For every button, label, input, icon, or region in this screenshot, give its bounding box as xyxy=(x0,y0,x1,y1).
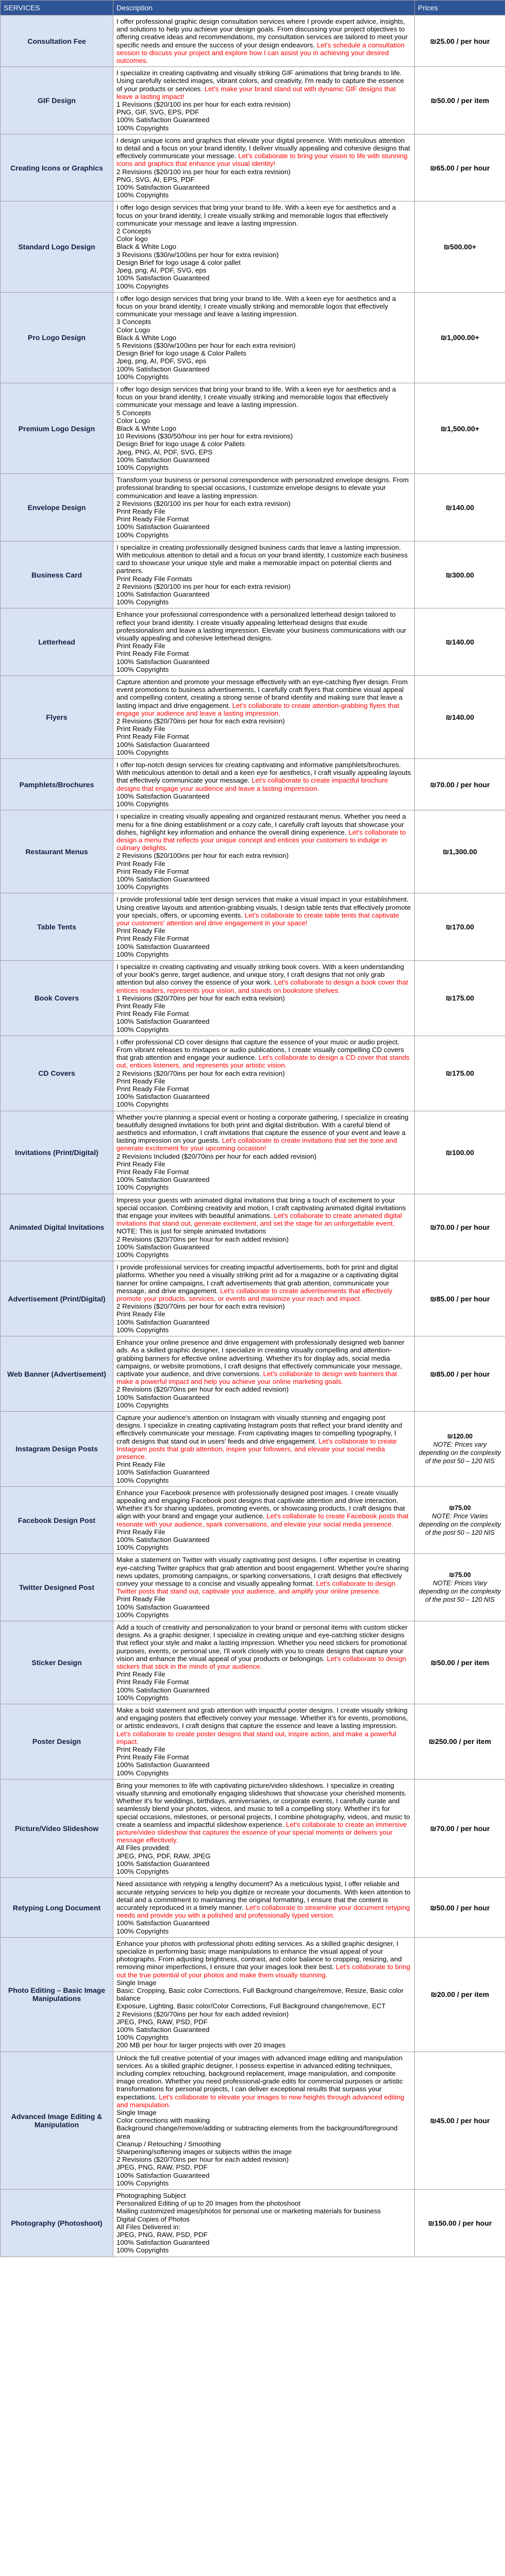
description-text: Unlock the full creative potential of your images with advanced image editing and manipulation services. As a skilled graphic designer, I possess expertise in advanced editing techniques, including complex retouching, background replacement, image manipulation, and composite image creation. Whether you need professional-grade edits for commercial purposes or artistic transformations for personal projects, I can deliver exceptional results that surpass your expectations. xyxy=(116,2054,403,2101)
description-text: Make a bold statement and grab attention with impactful poster designs. I create visually striking and engaging posters that effectively convey your message. Whether it's for events, promotions, or artistic endeavors, I craft designs that capture the essence and leave a lasting impression. xyxy=(116,1706,408,1730)
description-details: Print Ready File 100% Satisfaction Guaranteed 100% Copyrights xyxy=(116,1528,210,1552)
price-value: ₪140.00 xyxy=(445,638,475,647)
price-value: ₪85.00 / per hour xyxy=(430,1369,490,1378)
service-description xyxy=(113,1878,415,1937)
service-name: Web Banner (Advertisement) xyxy=(1,1336,113,1412)
service-name: Book Covers xyxy=(1,960,113,1036)
table-row xyxy=(1,2190,505,2257)
description-details: 1 Revisions ($20/100 ins per hour for each extra revision) PNG, GIF, SVG, EPS, PDF 100% Satisfaction Guaranteed 100% Copyrights xyxy=(116,100,291,132)
service-price xyxy=(415,960,505,1036)
description-text: Enhance your photos with professional photo editing services. As a skilled graphic designer, I specialize in performing basic image manipulations to enhance the visual appeal of your photographs. From adjusting brightness, contrast, and color balance to cropping, resizing, and removing minor imperfections, I ensure that your images look their best. xyxy=(116,1939,402,1971)
service-name: Retyping Long Document xyxy=(1,1878,113,1937)
description-details: Print Ready File Print Ready File Format 100% Satisfaction Guaranteed 100% Copyrights xyxy=(116,642,210,673)
service-description xyxy=(113,1261,415,1336)
service-name: Advertisement (Print/Digital) xyxy=(1,1261,113,1336)
description-text: Bring your memories to life with captivating picture/video slideshows. I specialize in creating visually stunning and emotionally engaging slideshows that showcase your cherished moments. Whether it's for weddings, birthdays, anniversaries, or corporate events, I carefully curate and seamlessly blend your photos, videos, and music to tell a compelling story. Whether it's for special occasions, milestones, or personal projects, I combine photography, videos, and music to create a seamless and impactful slideshow experience. xyxy=(116,1781,410,1828)
table-row xyxy=(1,1036,505,1111)
service-name: Photography (Photoshoot) xyxy=(1,2190,113,2257)
service-description xyxy=(113,2190,415,2257)
service-description xyxy=(113,15,415,67)
price-note: NOTE: Prices Vary depending on the complexity of the post 50 – 120 NIS xyxy=(418,1580,501,1604)
description-text: Add a touch of creativity and personalization to your brand or personal items with custom sticker designs. As a graphic designer, I specialize in creating unique and eye-catching sticker designs that reflect your style and make a lasting impression. Whether you need stickers for promotional purposes, events, or personal use, I'll work closely with you to create designs that capture your vision and enhance the visual appeal of your products or belongings. xyxy=(116,1623,408,1663)
service-description xyxy=(113,1704,415,1780)
service-price xyxy=(415,1621,505,1704)
service-description xyxy=(113,1621,415,1704)
price-value: ₪100.00 xyxy=(445,1148,475,1157)
service-name: Business Card xyxy=(1,541,113,608)
table-row xyxy=(1,1554,505,1621)
service-name: Animated Digital Invitations xyxy=(1,1194,113,1261)
service-name: Flyers xyxy=(1,676,113,759)
description-call-to-action: Let's collaborate to bring your vision to life with stunning icons and graphics that enhance your visual identity! xyxy=(116,152,408,168)
service-price xyxy=(415,474,505,541)
price-value: ₪250.00 / per item xyxy=(428,1737,492,1746)
description-details: 1 Revisions ($20/70ins per hour for each extra revision) Print Ready File Print Ready File Format 100% Satisfaction Guaranteed 100% Copyrights xyxy=(116,994,285,1033)
description-call-to-action: Let's collaborate to design a CD cover that stands out, entices listeners, and represents your artistic vision. xyxy=(116,1054,410,1070)
service-name: GIF Design xyxy=(1,67,113,134)
description-text: Enhance your Facebook presence with professionally designed post images. I create visually appealing and engaging Facebook post designs that captivate attention and drive interaction. Whether it's for sharing updates, promoting events, or showcasing products, I craft designs that align with your brand and engage your audience. xyxy=(116,1488,405,1520)
table-row xyxy=(1,1878,505,1937)
service-price xyxy=(415,1261,505,1336)
description-call-to-action: Let's collaborate to design web banners that make a powerful impact and help you achieve your online marketing goals. xyxy=(116,1369,397,1386)
service-price xyxy=(415,292,505,383)
description-call-to-action: Let's collaborate to create table tents that captivate your customers' attention and drive engagement in your space! xyxy=(116,911,399,927)
service-name: Restaurant Menus xyxy=(1,810,113,893)
service-description xyxy=(113,1336,415,1412)
description-details: 2 Concepts Color logo Black & White Logo 3 Revisions ($30/w/100ins per hour for extra revision) Design Brief for logo usage & color pallet Jpeg, png, AI, PDF, SVG, eps 100% Satisfaction Guaranteed 100% Copyrights xyxy=(116,227,279,290)
description-call-to-action: Let's collaborate to create attention-grabbing flyers that engage your audience and leave a lasting impression. xyxy=(116,701,399,717)
table-row xyxy=(1,1336,505,1412)
description-call-to-action: Let's collaborate to bring out the true potential of your photos and make them visually stunning. xyxy=(116,1963,411,1979)
description-call-to-action: Let's make your brand stand out with dynamic GIF designs that leave a lasting impact! xyxy=(116,84,396,100)
price-value: ₪75.00 xyxy=(449,1504,471,1512)
description-details: 5 Concepts Color Logo Black & White Logo 10 Revisions ($30/50/hour ins per hour for extra revisions) Design Brief for logo usage & color Pallets Jpeg, PNG, AI, PDF, SVG, EPS 100% Satisfaction Guaranteed 100% Copyrights xyxy=(116,409,293,471)
price-value: ₪1,000.00+ xyxy=(440,333,480,342)
service-price xyxy=(415,67,505,134)
description-text: I specialize in creating captivating and visually striking GIF animations that bring brands to life. Using carefully selected images, vibrant colors, and creativity, I'm ready to capture the essence of your products or services. xyxy=(116,69,405,93)
description-call-to-action: Let's collaborate to create animated digital invitations that stand out, generate excitement, and set the stage for an unforgettable event. xyxy=(116,1212,402,1228)
table-row xyxy=(1,1779,505,1877)
price-value: ₪50.00 / per hour xyxy=(430,1903,490,1912)
service-price xyxy=(415,608,505,676)
service-price xyxy=(415,2190,505,2257)
service-description xyxy=(113,1937,415,2052)
description-details: All Files provided: JPEG, PNG, PDF, RAW, JPEG 100% Satisfaction Guaranteed 100% Copyrights xyxy=(116,1844,211,1876)
description-call-to-action: Let's collaborate to create poster designs that stand out, inspire action, and make a powerful impact. xyxy=(116,1730,396,1745)
description-text: I offer professional CD cover designs that capture the essence of your music or audio project. From vibrant releases to mixtapes or audio publications, I create visually compelling CD covers that grab attention and engage your audience. xyxy=(116,1038,404,1062)
description-text: I offer logo design services that bring your brand to life. With a keen eye for aesthetics and a focus on your brand identity, I create visually striking and memorable logos that effectively communicate your message and leave a lasting impression. xyxy=(116,204,396,227)
description-details: Print Ready File Formats 2 Revisions ($20/100 ins per hour for each extra revision) 100% Satisfaction Guaranteed 100% Copyrights xyxy=(116,574,291,606)
description-call-to-action: Let's collaborate to create Facebook posts that resonate with your audience, spark conversations, and elevate your social media presence. xyxy=(116,1512,409,1528)
price-value: ₪300.00 xyxy=(445,570,475,579)
description-details: Print Ready File Print Ready File Format 100% Satisfaction Guaranteed 100% Copyrights xyxy=(116,1745,210,1777)
price-value: ₪175.00 xyxy=(445,994,475,1003)
service-price xyxy=(415,1779,505,1877)
service-name: Picture/Video Slideshow xyxy=(1,1779,113,1877)
description-details: 2 Revisions ($20/70ins per hour for each added revision) 100% Satisfaction Guaranteed 100% Copyrights xyxy=(116,1385,289,1409)
service-name: Creating Icons or Graphics xyxy=(1,134,113,201)
description-details: 100% Satisfaction Guaranteed 100% Copyrights xyxy=(116,792,210,808)
table-row xyxy=(1,1411,505,1486)
table-row xyxy=(1,759,505,810)
price-value: ₪65.00 / per hour xyxy=(430,163,490,172)
description-details: Single Image Basic: Cropping, Basic color Corrections, Full Background change/remove, Resize, Basic color balance Exposure, Lighting, Basic color/Color Corrections, Full Background change/remove, ECT 2 Revisions ($20/70ins per hour for each added revision) JPEG, PNG, RAW, PSD, PDF 100% Satisfaction Guaranteed 100% Copyrights 200 MB per hour for larger projects with over 20 images xyxy=(116,1978,404,2049)
description-details: Print Ready File Print Ready File Format 100% Satisfaction Guaranteed 100% Copyrights xyxy=(116,1670,210,1702)
description-call-to-action: Let's collaborate to streamline your document retyping needs and provide you with a polished and professionally typed version. xyxy=(116,1903,410,1920)
service-price xyxy=(415,1336,505,1412)
table-row xyxy=(1,1194,505,1261)
table-row xyxy=(1,1111,505,1194)
service-description xyxy=(113,1554,415,1621)
description-text: Photographing Subject Personalized Editing of up to 20 Images from the photoshoot Mailing customized images/photos for personal use or marketing materials for business Digital Copies of Photos All Files Delivered in: JPEG, PNG, RAW, PSD, PDF 100% Satisfaction Guaranteed 100% Copyrights xyxy=(116,2192,381,2255)
price-value: ₪70.00 / per hour xyxy=(430,1223,490,1232)
service-name: Facebook Design Post xyxy=(1,1486,113,1554)
price-value: ₪25.00 / per hour xyxy=(430,37,490,45)
table-row xyxy=(1,676,505,759)
service-price xyxy=(415,893,505,961)
table-row xyxy=(1,1704,505,1780)
service-price xyxy=(415,1937,505,2052)
description-text: Capture your audience's attention on Instagram with visually stunning and engaging post designs. I specialize in creating captivating Instagram posts that reflect your brand identity and effectively communicate your message. From captivating images to compelling typography, I craft designs that stand out in users' feeds and drive engagement. xyxy=(116,1413,402,1445)
description-text: I specialize in creating captivating and visually striking book covers. With a keen understanding of your book's genre, target audience, and unique story, I craft designs that not only grab attention but also convey the essence of your work. xyxy=(116,962,405,987)
service-description xyxy=(113,1779,415,1877)
description-text: Enhance your online presence and drive engagement with professionally designed web banner ads. As a skilled graphic designer, I specialize in creating visually compelling and attention-grabbing banners for effective online advertising. Whether it's for display ads, social media campaigns, or website promotions, I craft designs that effectively communicate your message, captivate your audience, and drive conversions. xyxy=(116,1338,405,1378)
description-details: 2 Revisions ($20/70ins per hour for each extra revision) Print Ready File 100% Satisfaction Guaranteed 100% Copyrights xyxy=(116,1302,285,1334)
service-description xyxy=(113,960,415,1036)
service-description xyxy=(113,1411,415,1486)
table-row xyxy=(1,1621,505,1704)
table-row xyxy=(1,893,505,961)
description-text: I specialize in creating visually appealing and organized restaurant menus. Whether you need a menu for a fine dining establishment or a cozy cafe, I carefully craft layouts that showcase your dishes, highlight key information and enhance the overall dining experience. xyxy=(116,812,406,836)
service-description xyxy=(113,608,415,676)
service-description xyxy=(113,810,415,893)
description-details: 2 Revisions Included ($20/70ins per hour for each added revision) Print Ready File Print Ready File Format 100% Satisfaction Guaranteed 100% Copyrights xyxy=(116,1152,317,1192)
description-text: I offer logo design services that bring your brand to life. With a keen eye for aesthetics and a focus on your brand identity, I create visually striking and memorable logos that effectively communicate your message and leave a lasting impression. xyxy=(116,294,396,318)
table-row xyxy=(1,1261,505,1336)
service-name: Table Tents xyxy=(1,893,113,961)
description-details: 3 Concepts Color Logo Black & White Logo 5 Revisions ($30/w/100ins per hour for each extra revision) Design Brief for logo usage & Color Pallets Jpeg, png, AI, PDF, SVG, eps 100% Satisfaction Guaranteed 100% Copyrights xyxy=(116,318,296,381)
service-price xyxy=(415,383,505,473)
service-name: Consultation Fee xyxy=(1,15,113,67)
table-row xyxy=(1,960,505,1036)
price-value: ₪175.00 xyxy=(445,1069,475,1078)
service-name: Standard Logo Design xyxy=(1,201,113,292)
service-description xyxy=(113,1194,415,1261)
description-details: 2 Revisions ($20/70ins per hour for each extra revision) Print Ready File Print Ready File Format 100% Satisfaction Guaranteed 100% Copyrights xyxy=(116,717,285,756)
description-text: Enhance your professional correspondence with a personalized letterhead design tailored to reflect your brand identity. I create visually appealing letterhead designs that exude professionalism and leave a lasting impression. Elevate your business communications with our visually appealing and cohesive letterhead designs. xyxy=(116,611,407,642)
service-description xyxy=(113,1486,415,1554)
service-price xyxy=(415,201,505,292)
description-text: Need assistance with retyping a lengthy document? As a meticulous typist, I offer reliable and accurate retyping services to help you digitize or recreate your documents. With keen attention to detail and a commitment to maintaining the original formatting, I ensure that the content is accurately reproduced in a timely manner. xyxy=(116,1880,411,1911)
description-text: Capture attention and promote your message effectively with an eye-catching flyer design. From event promotions to business advertisements, I carefully craft flyers that combine visual appeal and compelling content, creating a strong sense of brand identity and making sure that leave a lasting impact and drive engagement. xyxy=(116,678,408,709)
description-text: I specialize in creating professionally designed business cards that leave a lasting impression. With meticulous attention to detail and a focus on your brand identity, I customize each business card to showcase your unique style and make a memorable impact on potential clients and partners. xyxy=(116,543,408,575)
price-value: ₪140.00 xyxy=(445,503,475,512)
description-details: Single Image Color corrections with masking Background change/remove/adding or subtracting elements from the background/foreground area Cleanup / Retouching / Smoothing Sharpening/softening images or subjects within the image 2 Revisions ($20/70ins per hour for each added revision) JPEG, PNG, RAW, PSD, PDF 100% Satisfaction Guaranteed 100% Copyrights xyxy=(116,2108,398,2187)
description-call-to-action: Let's collaborate to create Instagram posts that grab attention, inspire your followers, and elevate your social media presence. xyxy=(116,1437,397,1461)
table-row xyxy=(1,201,505,292)
service-price xyxy=(415,1411,505,1486)
price-value: ₪75.00 xyxy=(449,1571,471,1579)
price-value: ₪120.00 xyxy=(447,1433,473,1440)
description-call-to-action: Let's collaborate to elevate your images to new heights through advanced editing and manipulation. xyxy=(116,2093,405,2109)
table-row xyxy=(1,608,505,676)
description-details: 2 Revisions ($20/100 ins per hour for each extra revision) PNG, SVG, AI, EPS, PDF 100% Satisfaction Guaranteed 100% Copyrights xyxy=(116,167,291,199)
service-price xyxy=(415,134,505,201)
service-price xyxy=(415,2052,505,2189)
service-description xyxy=(113,759,415,810)
description-details: 2 Revisions ($20/100 ins per hour for each extra revision) Print Ready File Print Ready File Format 100% Satisfaction Guaranteed 100% Copyrights xyxy=(116,499,291,539)
service-description xyxy=(113,134,415,201)
price-value: ₪50.00 / per item xyxy=(430,96,490,105)
price-value: ₪1,500.00+ xyxy=(440,424,480,433)
table-row xyxy=(1,67,505,134)
description-text: Transform your business or personal correspondence with personalized envelope designs. From professional branding to special occasions, I customize envelope designs to elevate your communication and leave a lasting impression. xyxy=(116,476,409,500)
header-row xyxy=(1,1,505,15)
price-value: ₪20.00 / per item xyxy=(430,1990,490,1999)
service-description xyxy=(113,893,415,961)
description-details: Print Ready File Print Ready File Format 100% Satisfaction Guaranteed 100% Copyrights xyxy=(116,927,210,958)
service-name: Poster Design xyxy=(1,1704,113,1780)
description-call-to-action: Let's collaborate to create advertisements that effectively promote your products, services, or events and maximize your reach and impact. xyxy=(116,1286,393,1303)
table-row xyxy=(1,1486,505,1554)
service-description xyxy=(113,1111,415,1194)
description-call-to-action: Let's collaborate to create impactful brochure designs that engage your audience and leave a lasting impression. xyxy=(116,776,389,792)
header-prices: Prices xyxy=(415,1,505,15)
table-row xyxy=(1,1937,505,2052)
service-description xyxy=(113,474,415,541)
price-value: ₪50.00 / per item xyxy=(430,1658,490,1667)
service-name: Sticker Design xyxy=(1,1621,113,1704)
service-description xyxy=(113,67,415,134)
description-text: I offer logo design services that bring your brand to life. With a keen eye for aesthetics and a focus on your brand identity, I create visually striking and memorable logos that effectively communicate your message and leave a lasting impression. xyxy=(116,385,396,409)
price-value: ₪150.00 / per hour xyxy=(428,2218,492,2227)
header-services: SERVICES xyxy=(1,1,113,15)
service-name: Envelope Design xyxy=(1,474,113,541)
service-price xyxy=(415,676,505,759)
description-call-to-action: Let's collaborate to design a menu that reflects your unique concept and entices your customers to indulge in culinary delights. xyxy=(116,828,406,852)
service-price xyxy=(415,541,505,608)
description-call-to-action: Let's collaborate to create invitations that set the tone and generate excitement for your upcoming occasion! xyxy=(116,1137,397,1153)
service-price xyxy=(415,1036,505,1111)
service-description xyxy=(113,292,415,383)
table-row xyxy=(1,292,505,383)
service-name: CD Covers xyxy=(1,1036,113,1111)
description-text: I provide professional services for creating impactful advertisements, both for print and digital platforms. Whether you need a visually striking print ad for a magazine or a captivating digital banner for online campaigns, I craft advertisements that grab attention, communicate your message, and drive engagement. xyxy=(116,1263,398,1295)
service-name: Letterhead xyxy=(1,608,113,676)
service-name: Photo Editing – Basic Image Manipulations xyxy=(1,1937,113,2052)
price-note: NOTE: Prices vary depending on the complexity of the post 50 – 120 NIS xyxy=(418,1441,501,1465)
table-row xyxy=(1,15,505,67)
table-row xyxy=(1,541,505,608)
description-details: Print Ready File 100% Satisfaction Guaranteed 100% Copyrights xyxy=(116,1461,210,1484)
price-value: ₪1,300.00 xyxy=(443,848,477,856)
price-value: ₪140.00 xyxy=(445,713,475,722)
service-description xyxy=(113,541,415,608)
service-price xyxy=(415,1554,505,1621)
table-row xyxy=(1,383,505,473)
service-price xyxy=(415,1704,505,1780)
table-row xyxy=(1,2052,505,2189)
service-price xyxy=(415,1878,505,1937)
service-description xyxy=(113,383,415,473)
description-details: Print Ready File 100% Satisfaction Guaranteed 100% Copyrights xyxy=(116,1595,210,1619)
service-price xyxy=(415,759,505,810)
service-name: Pro Logo Design xyxy=(1,292,113,383)
description-call-to-action: Let's schedule a consultation session to discuss your project and explore how I can assist you in achieving your desired outcomes. xyxy=(116,41,405,65)
description-call-to-action: Let's collaborate to design stickers that stick in the minds of your audience. xyxy=(116,1654,407,1671)
service-name: Pamphlets/Brochures xyxy=(1,759,113,810)
header-description: Description xyxy=(113,1,415,15)
table-row xyxy=(1,810,505,893)
price-value: ₪500.00+ xyxy=(443,243,477,251)
description-call-to-action: Let's collaborate to create an immersive picture/video slideshow that captures the essence of your special moments or delivers your message effectively. xyxy=(116,1820,407,1844)
price-value: ₪85.00 / per hour xyxy=(430,1294,490,1303)
description-text: Make a statement on Twitter with visually captivating post designs. I offer expertise in creating eye-catching Twitter graphics that grab attention and boost engagement. Whether you're sharing news updates, promoting campaigns, or sparking conversations, I craft designs that effectively convey your message to a concise and visually appealing format. xyxy=(116,1556,409,1587)
description-details: NOTE: This is just for simple animated Invitations 2 Revisions ($20/70ins per hour for each added revision) 100% Satisfaction Guaranteed 100% Copyrights xyxy=(116,1227,289,1259)
service-name: Twitter Designed Post xyxy=(1,1554,113,1621)
description-call-to-action: Let's collaborate to design Twitter posts that stand out, captivate your audience, and amplify your online presence. xyxy=(116,1579,396,1596)
price-value: ₪45.00 / per hour xyxy=(430,2116,490,2125)
description-details: 100% Satisfaction Guaranteed 100% Copyrights xyxy=(116,1919,210,1935)
table-body xyxy=(1,15,505,2257)
description-text: I offer top-notch design services for creating captivating and informative pamphlets/brochures. With meticulous attention to detail and a keen eye for aesthetics, I craft visually appealing layouts that effectively communicate your message. xyxy=(116,761,411,785)
description-text: I offer professional graphic design consultation services where I provide expert advice, insights, and solutions to help you achieve your design goals. From discussing your project objectives to offering creative ideas and recommendations, my consultation services are tailored to meet your specific needs and ensure the success of your design endeavors. xyxy=(116,18,408,49)
description-details: 2 Revisions ($20/100ins per hour for each extra revision) Print Ready File Print Ready File Format 100% Satisfaction Guaranteed 100% Copyrights xyxy=(116,852,289,891)
description-call-to-action: Let's collaborate to design a book cover that entices readers, represents your vision, and stands on bookstore shelves. xyxy=(116,978,408,994)
service-description xyxy=(113,201,415,292)
service-name: Premium Logo Design xyxy=(1,383,113,473)
description-text: I design unique icons and graphics that elevate your digital presence. With meticulous attention to detail and a focus on your brand identity, I deliver visually appealing and cohesive designs that effectively communicate your message. xyxy=(116,136,410,160)
description-text: Impress your guests with animated digital invitations that bring a touch of excitement to your special occasion. Combining creativity and motion, I craft captivating animated digital invitations that engage your invitees with beautiful animations. xyxy=(116,1196,406,1220)
description-details: 2 Revisions ($20/70ins per hour for each extra revision) Print Ready File Print Ready File Format 100% Satisfaction Guaranteed 100% Copyrights xyxy=(116,1069,285,1109)
price-value: ₪170.00 xyxy=(445,923,475,931)
table-row xyxy=(1,474,505,541)
price-value: ₪70.00 / per hour xyxy=(430,1824,490,1833)
service-name: Invitations (Print/Digital) xyxy=(1,1111,113,1194)
price-value: ₪70.00 / per hour xyxy=(430,780,490,789)
service-description xyxy=(113,1036,415,1111)
service-price xyxy=(415,15,505,67)
table-row xyxy=(1,134,505,201)
service-price xyxy=(415,1486,505,1554)
service-price xyxy=(415,1194,505,1261)
service-description xyxy=(113,2052,415,2189)
service-price xyxy=(415,810,505,893)
price-note: NOTE: Price Varies depending on the complexity of the post 50 – 120 NIS xyxy=(418,1512,501,1536)
service-name: Advanced Image Editing & Manipulation xyxy=(1,2052,113,2189)
description-text: I provide professional table tent design services that make a visual impact in your establishment. Using creative layouts and attention-grabbing visuals, I design table tents that effectively promote your specials, offers, or upcoming events. xyxy=(116,895,411,919)
description-text: Whether you're planning a special event or hosting a corporate gathering, I specialize in creating beautifully designed invitations for both print and digital distribution. With a careful blend of aesthetics and information, I craft invitations that capture the essence of your event and leave a lasting impression on your guests. xyxy=(116,1113,409,1145)
service-price xyxy=(415,1111,505,1194)
service-name: Instagram Design Posts xyxy=(1,1411,113,1486)
service-description xyxy=(113,676,415,759)
